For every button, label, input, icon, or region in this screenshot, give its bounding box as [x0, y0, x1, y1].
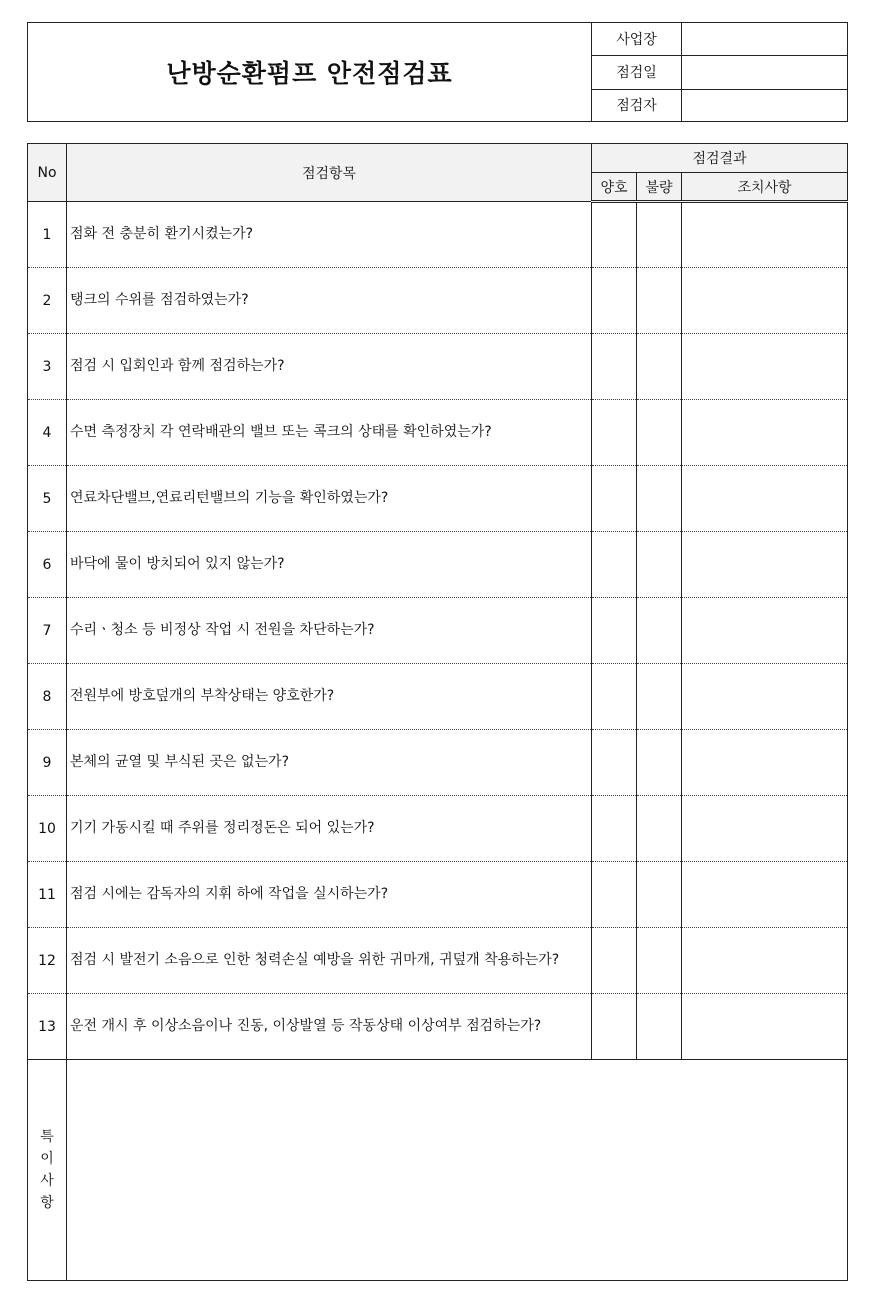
- row-item: 기기 가동시킬 때 주위를 정리정돈은 되어 있는가?: [67, 796, 592, 862]
- table-row: [28, 862, 848, 928]
- row-good-cell[interactable]: [592, 202, 637, 268]
- row-bad-cell[interactable]: [637, 994, 682, 1060]
- row-item: 탱크의 수위를 점검하였는가?: [67, 268, 592, 334]
- row-number: 9: [28, 730, 67, 796]
- table-row: [28, 664, 848, 730]
- row-action-cell[interactable]: [682, 730, 848, 796]
- row-action-cell[interactable]: [682, 268, 848, 334]
- row-item: 연료차단밸브,연료리턴밸브의 기능을 확인하였는가?: [67, 466, 592, 532]
- field-label-date: 점검일: [592, 56, 682, 89]
- row-action-cell[interactable]: [682, 664, 848, 730]
- row-item: 수리ㆍ청소 등 비정상 작업 시 전원을 차단하는가?: [67, 598, 592, 664]
- row-bad-cell[interactable]: [637, 730, 682, 796]
- remarks-label: [28, 1060, 67, 1281]
- field-label-inspector: 점검자: [592, 89, 682, 121]
- row-number: 2: [28, 268, 67, 334]
- row-good-cell[interactable]: [592, 730, 637, 796]
- row-item: 점검 시 입회인과 함께 점검하는가?: [67, 334, 592, 400]
- col-header-good: 양호: [592, 173, 637, 202]
- row-item: 본체의 균열 및 부식된 곳은 없는가?: [67, 730, 592, 796]
- remarks-label-char: 사: [40, 1173, 54, 1189]
- row-number: 8: [28, 664, 67, 730]
- remarks-label-char: 항: [40, 1195, 54, 1211]
- row-number: 13: [28, 994, 67, 1060]
- row-action-cell[interactable]: [682, 400, 848, 466]
- row-action-cell[interactable]: [682, 202, 848, 268]
- row-bad-cell[interactable]: [637, 664, 682, 730]
- row-number: 11: [28, 862, 67, 928]
- row-item: 전원부에 방호덮개의 부착상태는 양호한가?: [67, 664, 592, 730]
- row-action-cell[interactable]: [682, 862, 848, 928]
- remarks-content[interactable]: [67, 1060, 848, 1281]
- row-good-cell[interactable]: [592, 334, 637, 400]
- checklist-table: [27, 143, 848, 1060]
- col-header-bad: 불량: [637, 173, 682, 202]
- table-row: [28, 532, 848, 598]
- row-item: 점검 시 발전기 소음으로 인한 청력손실 예방을 위한 귀마개, 귀덮개 착용하는가?: [67, 928, 592, 994]
- row-action-cell[interactable]: [682, 598, 848, 664]
- row-number: 4: [28, 400, 67, 466]
- row-good-cell[interactable]: [592, 862, 637, 928]
- table-row: [28, 994, 848, 1060]
- row-item: 점화 전 충분히 환기시켰는가?: [67, 202, 592, 268]
- remarks-label-char: 이: [40, 1151, 54, 1167]
- row-good-cell[interactable]: [592, 268, 637, 334]
- field-value-site[interactable]: [682, 23, 848, 56]
- row-number: 12: [28, 928, 67, 994]
- row-item: 바닥에 물이 방치되어 있지 않는가?: [67, 532, 592, 598]
- table-row: [28, 202, 848, 268]
- row-number: 7: [28, 598, 67, 664]
- row-number: 3: [28, 334, 67, 400]
- row-item: 운전 개시 후 이상소음이나 진동, 이상발열 등 작동상태 이상여부 점검하는가?: [67, 994, 592, 1060]
- row-good-cell[interactable]: [592, 400, 637, 466]
- row-action-cell[interactable]: [682, 466, 848, 532]
- row-number: 5: [28, 466, 67, 532]
- row-good-cell[interactable]: [592, 466, 637, 532]
- field-value-date[interactable]: [682, 56, 848, 89]
- col-header-action: 조치사항: [682, 173, 848, 202]
- row-number: 1: [28, 202, 67, 268]
- col-header-item: 점검항목: [67, 144, 592, 202]
- row-bad-cell[interactable]: [637, 796, 682, 862]
- field-value-inspector[interactable]: [682, 89, 848, 121]
- row-bad-cell[interactable]: [637, 334, 682, 400]
- row-action-cell[interactable]: [682, 532, 848, 598]
- row-good-cell[interactable]: [592, 796, 637, 862]
- row-number: 10: [28, 796, 67, 862]
- row-action-cell[interactable]: [682, 928, 848, 994]
- col-header-result: 점검결과: [592, 144, 848, 173]
- row-good-cell[interactable]: [592, 928, 637, 994]
- row-item: 수면 측정장치 각 연락배관의 밸브 또는 콕크의 상태를 확인하였는가?: [67, 400, 592, 466]
- field-label-site: 사업장: [592, 23, 682, 56]
- row-bad-cell[interactable]: [637, 268, 682, 334]
- table-row: [28, 796, 848, 862]
- table-row: [28, 400, 848, 466]
- table-row: [28, 730, 848, 796]
- row-good-cell[interactable]: [592, 664, 637, 730]
- row-bad-cell[interactable]: [637, 532, 682, 598]
- row-number: 6: [28, 532, 67, 598]
- row-bad-cell[interactable]: [637, 400, 682, 466]
- header-table: [27, 22, 848, 122]
- table-row: [28, 268, 848, 334]
- col-header-no: No: [28, 144, 67, 202]
- table-row: [28, 598, 848, 664]
- row-action-cell[interactable]: [682, 334, 848, 400]
- row-action-cell[interactable]: [682, 994, 848, 1060]
- table-row: [28, 466, 848, 532]
- row-item: 점검 시에는 감독자의 지휘 하에 작업을 실시하는가?: [67, 862, 592, 928]
- row-bad-cell[interactable]: [637, 928, 682, 994]
- row-bad-cell[interactable]: [637, 466, 682, 532]
- page-title: 난방순환펌프 안전점검표: [28, 23, 592, 122]
- row-bad-cell[interactable]: [637, 598, 682, 664]
- remarks-table: [27, 1059, 848, 1281]
- table-row: [28, 334, 848, 400]
- row-bad-cell[interactable]: [637, 862, 682, 928]
- row-good-cell[interactable]: [592, 598, 637, 664]
- row-good-cell[interactable]: [592, 994, 637, 1060]
- row-good-cell[interactable]: [592, 532, 637, 598]
- remarks-label-char: 특: [40, 1129, 54, 1145]
- row-action-cell[interactable]: [682, 796, 848, 862]
- row-bad-cell[interactable]: [637, 202, 682, 268]
- table-row: [28, 928, 848, 994]
